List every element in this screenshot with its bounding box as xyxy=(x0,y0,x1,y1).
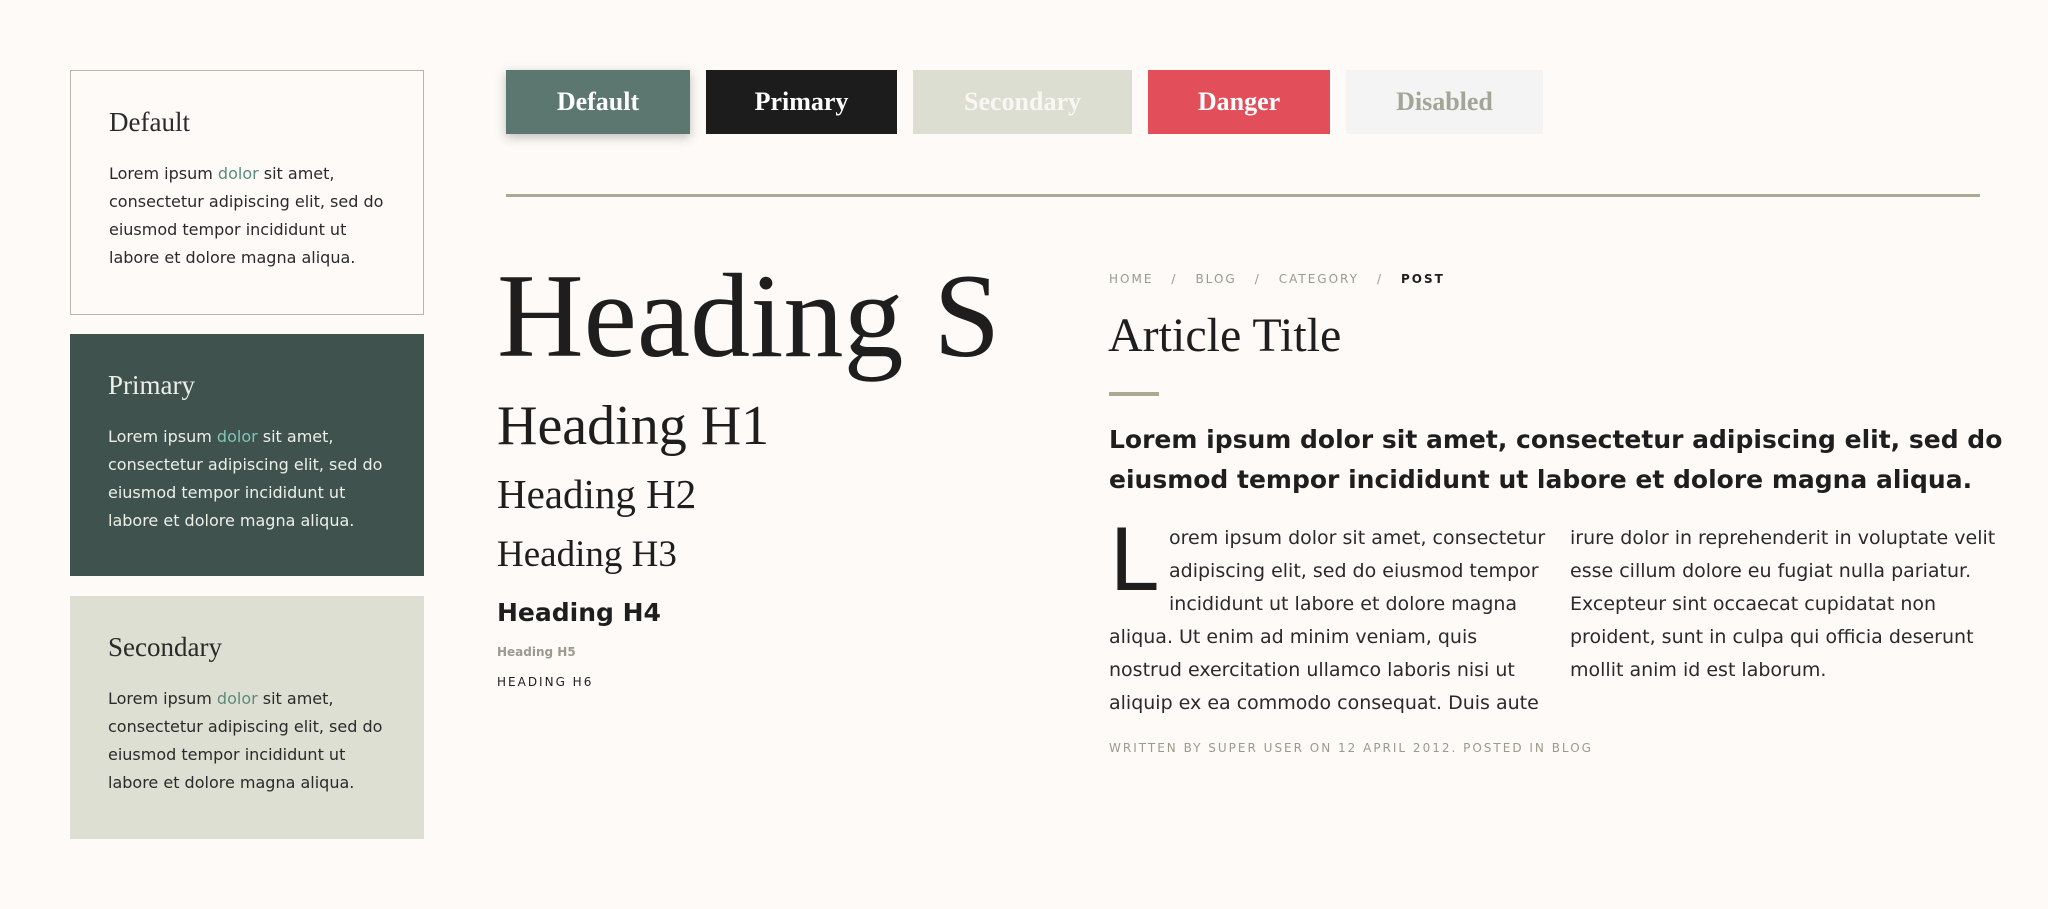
card-primary xyxy=(70,334,424,576)
card-secondary-text-end: sit amet, consectetur adipiscing elit, sed do eiusmod tempor incididunt ut labore et dolore magna aliqua. xyxy=(108,689,383,792)
card-default-text xyxy=(109,160,385,272)
article-line: nostrud exercitation ullamco laboris nisi ut xyxy=(1109,659,1515,681)
drop-cap: L xyxy=(1109,511,1157,611)
breadcrumb-current: POST xyxy=(1401,272,1445,286)
heading-h1: Heading H1 xyxy=(497,395,770,457)
heading-h6: HEADING H6 xyxy=(497,675,594,689)
card-primary-text-start: Lorem ipsum xyxy=(108,427,217,446)
breadcrumb-blog[interactable]: BLOG xyxy=(1195,272,1237,286)
heading-s: Heading S xyxy=(497,249,1001,382)
disabled-button: Disabled xyxy=(1346,70,1543,134)
article-line: incididunt ut labore et dolore magna xyxy=(1169,593,1518,615)
article-lead-line: Lorem ipsum dolor sit amet, consectetur adipiscing elit, sed do xyxy=(1109,425,2003,454)
card-primary-text xyxy=(108,423,386,535)
article-line: adipiscing elit, sed do eiusmod tempor xyxy=(1169,560,1539,582)
primary-button[interactable]: Primary xyxy=(706,70,897,134)
secondary-button[interactable]: Secondary xyxy=(913,70,1132,134)
card-default-text-end: sit amet, consectetur adipiscing elit, sed do eiusmod tempor incididunt ut labore et dolore magna aliqua. xyxy=(109,164,384,267)
breadcrumb-separator: / xyxy=(1171,272,1178,286)
article-title: Article Title xyxy=(1108,309,1342,362)
article-line: mollit anim id est laborum. xyxy=(1570,659,1827,681)
card-default xyxy=(70,70,424,315)
card-default-title: Default xyxy=(109,107,190,137)
card-primary-title: Primary xyxy=(108,370,195,400)
article-byline: WRITTEN BY SUPER USER ON 12 APRIL 2012. POSTED IN BLOG xyxy=(1109,741,1593,755)
article-line: aliquip ex ea commodo consequat. Duis aute xyxy=(1109,692,1539,714)
article-lead xyxy=(1109,420,2003,500)
card-default-text-start: Lorem ipsum xyxy=(109,164,218,183)
heading-h3: Heading H3 xyxy=(497,534,677,575)
card-secondary-title: Secondary xyxy=(108,632,222,662)
article-line: irure dolor in reprehenderit in voluptate velit xyxy=(1570,527,1996,549)
divider xyxy=(506,194,1980,197)
article-line: aliqua. Ut enim ad minim veniam, quis xyxy=(1109,626,1478,648)
breadcrumb-category[interactable]: CATEGORY xyxy=(1278,272,1359,286)
breadcrumb-separator: / xyxy=(1376,272,1383,286)
card-secondary-text xyxy=(108,685,386,797)
heading-h5: Heading H5 xyxy=(497,645,576,659)
title-underline xyxy=(1109,392,1159,396)
card-secondary-text-start: Lorem ipsum xyxy=(108,689,217,708)
breadcrumb xyxy=(1109,272,1445,286)
card-primary-text-end: sit amet, consectetur adipiscing elit, sed do eiusmod tempor incididunt ut labore et dolore magna aliqua. xyxy=(108,427,383,530)
article-line: Excepteur sint occaecat cupidatat non xyxy=(1570,593,1937,615)
article-lead-line: eiusmod tempor incididunt ut labore et dolore magna aliqua. xyxy=(1109,465,1973,494)
card-primary-link[interactable]: dolor xyxy=(216,427,258,446)
card-secondary-link[interactable]: dolor xyxy=(216,689,258,708)
danger-button[interactable]: Danger xyxy=(1148,70,1330,134)
article-line: proident, sunt in culpa qui officia deserunt xyxy=(1570,626,1974,648)
heading-h4: Heading H4 xyxy=(497,598,661,627)
card-secondary xyxy=(70,596,424,839)
breadcrumb-home[interactable]: HOME xyxy=(1109,272,1154,286)
article-line: orem ipsum dolor sit amet, consectetur xyxy=(1169,527,1546,549)
breadcrumb-separator: / xyxy=(1254,272,1261,286)
card-default-link[interactable]: dolor xyxy=(217,164,259,183)
article-column-2 xyxy=(1570,522,1996,687)
heading-h2: Heading H2 xyxy=(497,471,697,517)
article-line: esse cillum dolore eu fugiat nulla pariatur. xyxy=(1570,560,1972,582)
default-button[interactable]: Default xyxy=(506,70,690,134)
article-column-1 xyxy=(1109,522,1546,720)
